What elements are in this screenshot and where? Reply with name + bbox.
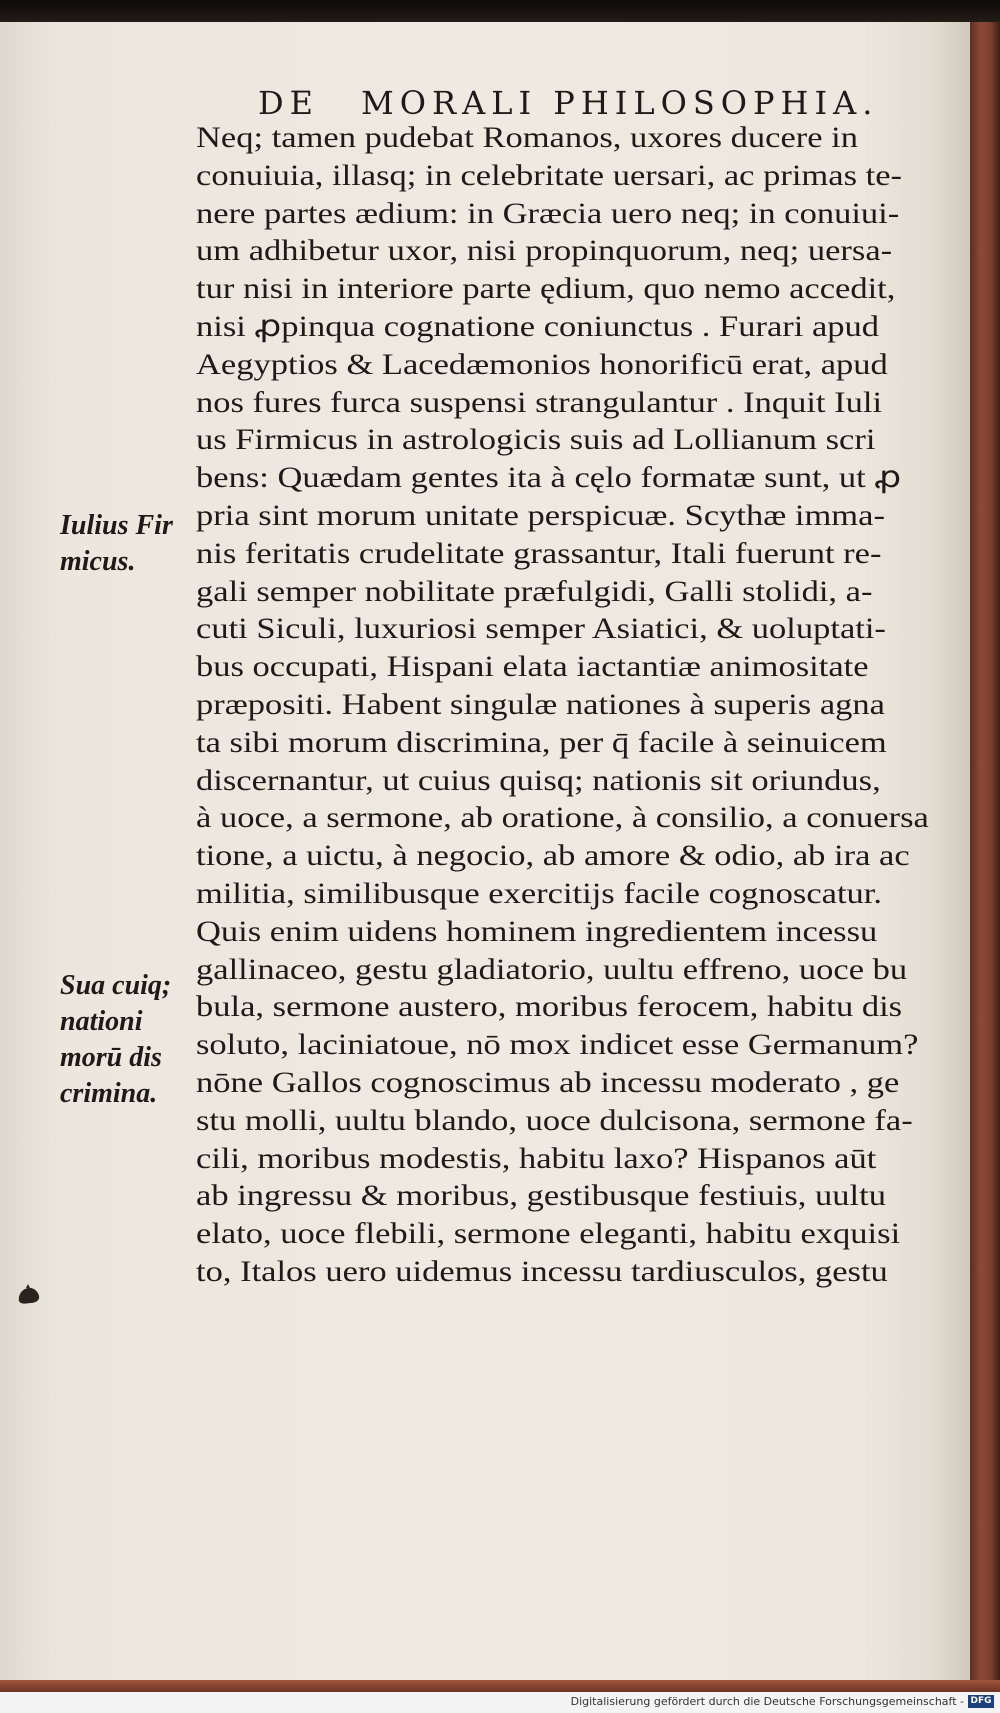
text-line: bus occupati, Hispani elata iactantiæ animositate [196,650,869,684]
margin-note-line: morū dis [60,1042,162,1073]
text-line: gallinaceo, gestu gladiatorio, uultu effreno, uoce bu [196,952,908,986]
text-line: bens: Quædam gentes ita à cęlo formatæ sunt, ut ꝓ [196,461,902,495]
text-line: nisi ꝓpinqua cognatione coniunctus . Furari apud [196,309,880,343]
text-line: conuiuia, illasq; in celebritate uersari, ac primas te- [196,158,903,192]
text-line: nos fures furca suspensi strangulantur . Inquit Iuli [196,385,883,419]
book-bottom-edge [0,1680,1000,1692]
text-line: cili, moribus modestis, habitu laxo? Hispanos aūt [196,1141,877,1175]
text-line: Neq; tamen pudebat Romanos, uxores ducere in [196,121,859,154]
body-text [196,119,956,1291]
margin-note-line: micus. [60,546,136,577]
margin-note-iulius-firmicus [60,508,200,580]
text-line: tur nisi in interiore parte ędium, quo nemo accedit, [196,272,896,306]
text-line: cuti Siculi, luxuriosi semper Asiatici, & uoluptati- [196,612,886,646]
text-line: ta sibi morum discrimina, per q̄ facile à seinuicem [196,725,887,759]
margin-note-line: Sua cuiq; [60,970,172,1001]
text-line: pria sint morum unitate perspicuæ. Scythæ imma- [196,498,885,532]
text-line: nōne Gallos cognoscimus ab incessu moderato , ge [196,1065,900,1099]
text-line: præpositi. Habent singulæ nationes à superis agna [196,687,885,721]
dfg-logo: DFG [968,1695,994,1708]
running-head-part2: MORALI PHILOSOPHIA. [361,84,879,122]
text-line: militia, similibusque exercitijs facile cognoscatur. [196,876,882,910]
text-line: tione, a uictu, à negocio, ab amore & odio, ab ira ac [196,839,910,873]
text-line: us Firmicus in astrologicis suis ad Lollianum scri [196,423,876,457]
running-head [258,84,918,122]
running-head-part1: DE [258,84,320,122]
text-line: stu molli, uultu blando, uoce dulcisona, sermone fa- [196,1103,913,1137]
text-line: um adhibetur uxor, nisi propinquorum, neq; uersa- [196,234,893,268]
margin-note-nationum-discrimina [60,968,200,1112]
text-line: à uoce, a sermone, ab oratione, à consilio, a conuersa [196,801,929,835]
text-line: Aegyptios & Lacedæmonios honorificū erat, apud [196,347,888,381]
text-line: nis feritatis crudelitate grassantur, Itali fuerunt re- [196,536,882,570]
text-line: to, Italos uero uidemus incessu tardiusculos, gestu [196,1254,888,1288]
text-line: ab ingressu & moribus, gestibusque festiuis, uultu [196,1179,886,1213]
text-line: Quis enim uidens hominem ingredientem incessu [196,914,878,948]
margin-note-line: Iulius Fir [60,510,173,541]
digitization-credit: Digitalisierung gefördert durch die Deutsche Forschungsgemeinschaft - [570,1695,964,1708]
margin-note-line: nationi [60,1006,143,1037]
text-line: soluto, laciniatoue, nō mox indicet esse Germanum? [196,1028,919,1062]
margin-note-line: crimina. [60,1078,158,1109]
text-line: nere partes ædium: in Græcia uero neq; in conuiui- [196,196,900,230]
text-line: gali semper nobilitate præfulgidi, Galli stolidi, a- [196,574,873,608]
text-line: bula, sermone austero, moribus ferocem, habitu dis [196,990,903,1024]
ink-blot-mark-icon [16,1283,42,1305]
text-line: elato, uoce flebili, sermone eleganti, habitu exquisi [196,1217,901,1251]
text-line: discernantur, ut cuius quisq; nationis sit oriundus, [196,763,881,797]
